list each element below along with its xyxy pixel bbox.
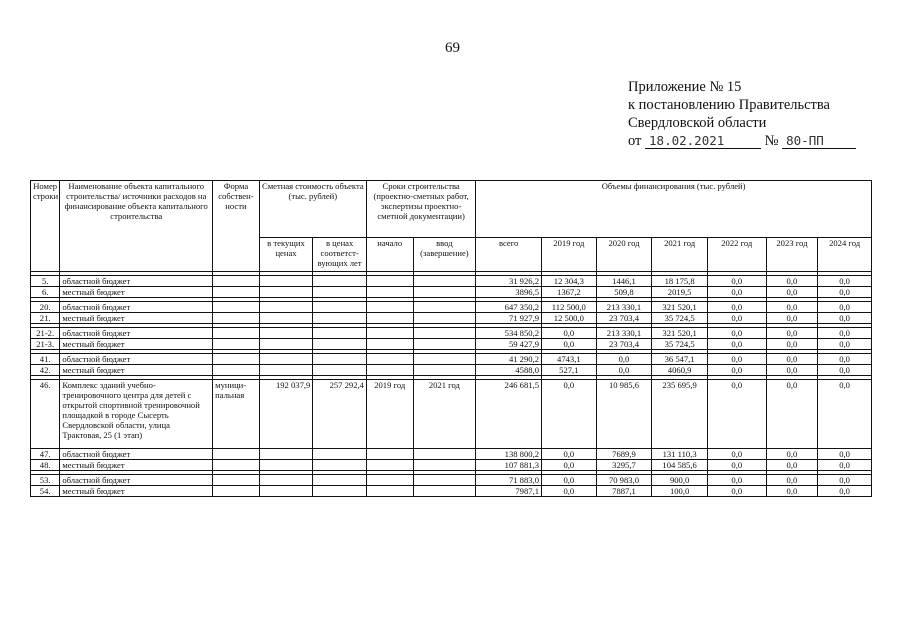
cell-y2024: 0,0 bbox=[818, 339, 872, 350]
cell-start: 2019 год bbox=[366, 380, 413, 449]
cell-y2019: 527,1 bbox=[542, 365, 597, 376]
financing-table bbox=[30, 180, 872, 497]
cell-y2023: 0,0 bbox=[766, 328, 818, 339]
cell-total: 647 350,2 bbox=[476, 302, 542, 313]
cell-y2021: 104 585,6 bbox=[652, 460, 708, 471]
cell-row-number: 46. bbox=[31, 380, 60, 449]
header-construction-terms: Сроки строительства (проектно-сметных работ, экспертизы проектно-сметной документации) bbox=[366, 181, 475, 238]
cell-current-prices bbox=[259, 287, 313, 298]
cell-y2024: 0,0 bbox=[818, 287, 872, 298]
cell-y2024: 0,0 bbox=[818, 302, 872, 313]
table-body bbox=[31, 272, 872, 497]
cell-ownership bbox=[213, 475, 260, 486]
header-2020: 2020 год bbox=[596, 238, 652, 272]
cell-commissioning bbox=[413, 302, 476, 313]
cell-total: 534 850,2 bbox=[476, 328, 542, 339]
cell-y2023: 0,0 bbox=[766, 354, 818, 365]
header-2023: 2023 год bbox=[766, 238, 818, 272]
cell-y2022: 0,0 bbox=[707, 313, 766, 324]
cell-y2021: 2019,5 bbox=[652, 287, 708, 298]
cell-corresponding-prices: 257 292,4 bbox=[313, 380, 367, 449]
cell-object-name: местный бюджет bbox=[60, 313, 213, 324]
cell-row-number: 53. bbox=[31, 475, 60, 486]
cell-y2023: 0,0 bbox=[766, 486, 818, 497]
cell-current-prices bbox=[259, 313, 313, 324]
cell-corresponding-prices bbox=[313, 475, 367, 486]
cell-row-number: 42. bbox=[31, 365, 60, 376]
cell-y2020: 0,0 bbox=[596, 354, 652, 365]
cell-corresponding-prices bbox=[313, 449, 367, 460]
cell-y2023: 0,0 bbox=[766, 460, 818, 471]
table-row bbox=[31, 339, 872, 350]
cell-y2023: 0,0 bbox=[766, 313, 818, 324]
cell-total: 138 800,2 bbox=[476, 449, 542, 460]
cell-commissioning bbox=[413, 313, 476, 324]
cell-current-prices: 192 037,9 bbox=[259, 380, 313, 449]
cell-y2023: 0,0 bbox=[766, 302, 818, 313]
cell-y2020: 509,8 bbox=[596, 287, 652, 298]
cell-y2023: 0,0 bbox=[766, 365, 818, 376]
cell-y2020: 10 985,6 bbox=[596, 380, 652, 449]
cell-start bbox=[366, 287, 413, 298]
cell-start bbox=[366, 328, 413, 339]
cell-current-prices bbox=[259, 328, 313, 339]
cell-y2022: 0,0 bbox=[707, 354, 766, 365]
cell-y2023: 0,0 bbox=[766, 380, 818, 449]
cell-commissioning bbox=[413, 486, 476, 497]
resolution-number: 80-ПП bbox=[782, 134, 856, 149]
cell-row-number: 6. bbox=[31, 287, 60, 298]
cell-corresponding-prices bbox=[313, 365, 367, 376]
cell-object-name: областной бюджет bbox=[60, 328, 213, 339]
cell-y2021: 131 110,3 bbox=[652, 449, 708, 460]
cell-y2021: 4060,9 bbox=[652, 365, 708, 376]
cell-total: 107 881,3 bbox=[476, 460, 542, 471]
cell-y2022: 0,0 bbox=[707, 380, 766, 449]
cell-y2024: 0,0 bbox=[818, 276, 872, 287]
cell-total: 31 926,2 bbox=[476, 276, 542, 287]
cell-y2021: 35 724,5 bbox=[652, 339, 708, 350]
cell-corresponding-prices bbox=[313, 313, 367, 324]
cell-y2023: 0,0 bbox=[766, 287, 818, 298]
appendix-date-number bbox=[628, 132, 888, 150]
cell-y2019: 0,0 bbox=[542, 460, 597, 471]
cell-y2023: 0,0 bbox=[766, 276, 818, 287]
cell-commissioning bbox=[413, 287, 476, 298]
cell-start bbox=[366, 354, 413, 365]
cell-y2021: 35 724,5 bbox=[652, 313, 708, 324]
cell-current-prices bbox=[259, 365, 313, 376]
cell-commissioning bbox=[413, 328, 476, 339]
cell-object-name: областной бюджет bbox=[60, 276, 213, 287]
cell-corresponding-prices bbox=[313, 339, 367, 350]
header-total: всего bbox=[476, 238, 542, 272]
header-corresponding-prices: в ценах соответст-вующих лет bbox=[313, 238, 367, 272]
cell-y2020: 213 330,1 bbox=[596, 302, 652, 313]
cell-ownership bbox=[213, 287, 260, 298]
header-commissioning: ввод (завершение) bbox=[413, 238, 476, 272]
header-row-number: Номер строки bbox=[31, 181, 60, 272]
cell-total: 4588,0 bbox=[476, 365, 542, 376]
cell-start bbox=[366, 460, 413, 471]
cell-y2019: 0,0 bbox=[542, 380, 597, 449]
cell-current-prices bbox=[259, 449, 313, 460]
cell-row-number: 21-2. bbox=[31, 328, 60, 339]
table-row bbox=[31, 449, 872, 460]
header-ownership: Форма собствен-ности bbox=[213, 181, 260, 272]
cell-y2019: 1367,2 bbox=[542, 287, 597, 298]
cell-object-name: местный бюджет bbox=[60, 287, 213, 298]
cell-start bbox=[366, 475, 413, 486]
cell-start bbox=[366, 365, 413, 376]
cell-ownership bbox=[213, 354, 260, 365]
cell-commissioning bbox=[413, 339, 476, 350]
header-2022: 2022 год bbox=[707, 238, 766, 272]
cell-y2022: 0,0 bbox=[707, 328, 766, 339]
cell-y2022: 0,0 bbox=[707, 276, 766, 287]
cell-row-number: 48. bbox=[31, 460, 60, 471]
cell-object-name: Комплекс зданий учебно-тренировочного центра для детей с открытой спортивной тренировочной площадкой в городе Сысерть Свердловской области, улица Трактовая, 25 (1 этап) bbox=[60, 380, 213, 449]
cell-y2024: 0,0 bbox=[818, 460, 872, 471]
cell-y2020: 70 983,0 bbox=[596, 475, 652, 486]
cell-y2021: 235 695,9 bbox=[652, 380, 708, 449]
cell-object-name: местный бюджет bbox=[60, 460, 213, 471]
table-row bbox=[31, 328, 872, 339]
cell-commissioning bbox=[413, 475, 476, 486]
header-funding-volumes: Объемы финансирования (тыс. рублей) bbox=[476, 181, 872, 238]
cell-y2019: 0,0 bbox=[542, 475, 597, 486]
cell-total: 71 927,9 bbox=[476, 313, 542, 324]
header-estimated-cost: Сметная стоимость объекта (тыс. рублей) bbox=[259, 181, 366, 238]
cell-start bbox=[366, 313, 413, 324]
cell-y2022: 0,0 bbox=[707, 302, 766, 313]
appendix-block bbox=[628, 78, 888, 150]
cell-y2021: 321 520,1 bbox=[652, 302, 708, 313]
cell-row-number: 54. bbox=[31, 486, 60, 497]
cell-y2019: 0,0 bbox=[542, 339, 597, 350]
cell-object-name: местный бюджет bbox=[60, 486, 213, 497]
header-2021: 2021 год bbox=[652, 238, 708, 272]
cell-object-name: местный бюджет bbox=[60, 365, 213, 376]
cell-y2020: 0,0 bbox=[596, 365, 652, 376]
cell-corresponding-prices bbox=[313, 276, 367, 287]
cell-y2021: 36 547,1 bbox=[652, 354, 708, 365]
table-row bbox=[31, 486, 872, 497]
cell-commissioning bbox=[413, 365, 476, 376]
cell-ownership bbox=[213, 486, 260, 497]
cell-y2019: 12 304,3 bbox=[542, 276, 597, 287]
header-2019: 2019 год bbox=[542, 238, 597, 272]
cell-y2020: 7689,9 bbox=[596, 449, 652, 460]
cell-commissioning bbox=[413, 276, 476, 287]
cell-ownership bbox=[213, 313, 260, 324]
table-row bbox=[31, 313, 872, 324]
cell-corresponding-prices bbox=[313, 460, 367, 471]
cell-total: 7987,1 bbox=[476, 486, 542, 497]
cell-start bbox=[366, 339, 413, 350]
appendix-title: Приложение № 15 bbox=[628, 79, 742, 95]
cell-y2020: 3295,7 bbox=[596, 460, 652, 471]
table-row bbox=[31, 302, 872, 313]
cell-y2022: 0,0 bbox=[707, 365, 766, 376]
cell-current-prices bbox=[259, 475, 313, 486]
cell-ownership bbox=[213, 365, 260, 376]
table-row bbox=[31, 380, 872, 449]
cell-row-number: 47. bbox=[31, 449, 60, 460]
cell-y2019: 0,0 bbox=[542, 328, 597, 339]
cell-row-number: 41. bbox=[31, 354, 60, 365]
cell-y2022: 0,0 bbox=[707, 449, 766, 460]
cell-y2019: 0,0 bbox=[542, 449, 597, 460]
cell-y2019: 4743,1 bbox=[542, 354, 597, 365]
cell-row-number: 20. bbox=[31, 302, 60, 313]
cell-corresponding-prices bbox=[313, 354, 367, 365]
cell-ownership: муници-пальная bbox=[213, 380, 260, 449]
cell-y2023: 0,0 bbox=[766, 475, 818, 486]
cell-ownership bbox=[213, 460, 260, 471]
cell-y2020: 1446,1 bbox=[596, 276, 652, 287]
cell-ownership bbox=[213, 276, 260, 287]
cell-total: 59 427,9 bbox=[476, 339, 542, 350]
cell-current-prices bbox=[259, 354, 313, 365]
cell-object-name: местный бюджет bbox=[60, 339, 213, 350]
cell-corresponding-prices bbox=[313, 486, 367, 497]
resolution-date: 18.02.2021 bbox=[645, 134, 761, 149]
cell-y2023: 0,0 bbox=[766, 449, 818, 460]
cell-current-prices bbox=[259, 339, 313, 350]
cell-object-name: областной бюджет bbox=[60, 449, 213, 460]
cell-start bbox=[366, 302, 413, 313]
header-2024: 2024 год bbox=[818, 238, 872, 272]
cell-row-number: 5. bbox=[31, 276, 60, 287]
from-label: от bbox=[628, 133, 642, 149]
cell-y2020: 7887,1 bbox=[596, 486, 652, 497]
cell-y2024: 0,0 bbox=[818, 365, 872, 376]
header-object-name: Наименование объекта капитального строительства/ источники расходов на финансирование объекта капитального строительства bbox=[60, 181, 213, 272]
cell-current-prices bbox=[259, 460, 313, 471]
cell-object-name: областной бюджет bbox=[60, 354, 213, 365]
cell-y2024: 0,0 bbox=[818, 449, 872, 460]
table-row bbox=[31, 460, 872, 471]
header-current-prices: в текущих ценах bbox=[259, 238, 313, 272]
cell-start bbox=[366, 449, 413, 460]
cell-y2022: 0,0 bbox=[707, 460, 766, 471]
cell-commissioning bbox=[413, 449, 476, 460]
cell-y2024: 0,0 bbox=[818, 486, 872, 497]
cell-corresponding-prices bbox=[313, 328, 367, 339]
cell-y2021: 100,0 bbox=[652, 486, 708, 497]
cell-y2020: 23 703,4 bbox=[596, 313, 652, 324]
cell-current-prices bbox=[259, 486, 313, 497]
appendix-resolution: к постановлению Правительства bbox=[628, 97, 830, 113]
cell-ownership bbox=[213, 339, 260, 350]
cell-y2024: 0,0 bbox=[818, 380, 872, 449]
appendix-region: Свердловской области bbox=[628, 115, 767, 131]
cell-total: 41 290,2 bbox=[476, 354, 542, 365]
table-row bbox=[31, 475, 872, 486]
cell-row-number: 21-3. bbox=[31, 339, 60, 350]
cell-total: 246 681,5 bbox=[476, 380, 542, 449]
cell-y2022: 0,0 bbox=[707, 486, 766, 497]
cell-y2020: 213 330,1 bbox=[596, 328, 652, 339]
cell-y2019: 112 500,0 bbox=[542, 302, 597, 313]
cell-object-name: областной бюджет bbox=[60, 475, 213, 486]
cell-total: 71 883,0 bbox=[476, 475, 542, 486]
cell-y2022: 0,0 bbox=[707, 475, 766, 486]
cell-y2022: 0,0 bbox=[707, 339, 766, 350]
page-number: 69 bbox=[445, 40, 460, 56]
cell-y2024: 0,0 bbox=[818, 328, 872, 339]
cell-row-number: 21. bbox=[31, 313, 60, 324]
table-row bbox=[31, 365, 872, 376]
cell-corresponding-prices bbox=[313, 302, 367, 313]
number-label: № bbox=[764, 133, 779, 149]
cell-y2019: 0,0 bbox=[542, 486, 597, 497]
cell-ownership bbox=[213, 302, 260, 313]
header-start: начало bbox=[366, 238, 413, 272]
cell-commissioning: 2021 год bbox=[413, 380, 476, 449]
table-row bbox=[31, 287, 872, 298]
cell-start bbox=[366, 486, 413, 497]
cell-y2020: 23 703,4 bbox=[596, 339, 652, 350]
cell-y2021: 321 520,1 bbox=[652, 328, 708, 339]
cell-y2024: 0,0 bbox=[818, 313, 872, 324]
cell-y2022: 0,0 bbox=[707, 287, 766, 298]
cell-ownership bbox=[213, 328, 260, 339]
cell-start bbox=[366, 276, 413, 287]
cell-y2021: 18 175,8 bbox=[652, 276, 708, 287]
cell-current-prices bbox=[259, 302, 313, 313]
cell-current-prices bbox=[259, 276, 313, 287]
cell-object-name: областной бюджет bbox=[60, 302, 213, 313]
cell-ownership bbox=[213, 449, 260, 460]
cell-y2024: 0,0 bbox=[818, 475, 872, 486]
cell-commissioning bbox=[413, 460, 476, 471]
cell-y2024: 0,0 bbox=[818, 354, 872, 365]
cell-y2021: 900,0 bbox=[652, 475, 708, 486]
cell-total: 3896,5 bbox=[476, 287, 542, 298]
cell-y2019: 12 500,0 bbox=[542, 313, 597, 324]
cell-y2023: 0,0 bbox=[766, 339, 818, 350]
cell-corresponding-prices bbox=[313, 287, 367, 298]
cell-commissioning bbox=[413, 354, 476, 365]
table-row bbox=[31, 354, 872, 365]
table-row bbox=[31, 276, 872, 287]
